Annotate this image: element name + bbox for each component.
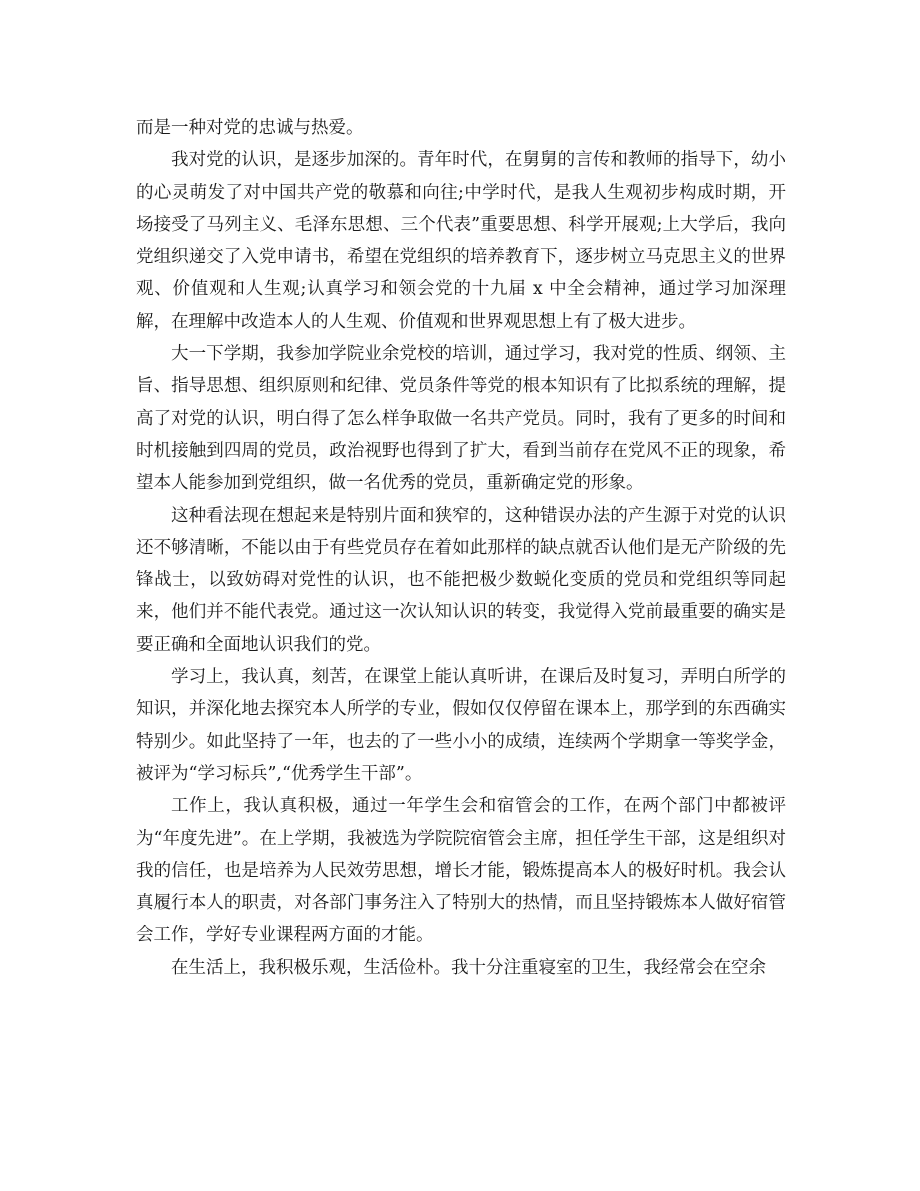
document-body [136, 112, 786, 984]
paragraph-life: 在生活上，我积极乐观，生活俭朴。我十分注重寝室的卫生，我经常会在空余 [171, 957, 766, 978]
paragraph-study: 学习上，我认真，刻苦，在课堂上能认真听讲，在课后及时复习，弄明白所学的知识，并深化地去探究本人所学的专业，假如仅仅停留在课本上，那学到的东西确实特别少。如此坚持了一年，也去的了一些小小的成绩，连续两个学期拿一等奖学金，被评为“学习标兵”,“优秀学生干部”。 [136, 667, 786, 784]
paragraph-reflection: 这种看法现在想起来是特别片面和狭窄的，这种错误办法的产生源于对党的认识还不够清晰，不能以由于有些党员存在着如此那样的缺点就否认他们是无产阶级的先锋战士，以致妨碍对党性的认识，也不能把极少数蜕化变质的党员和党组织等同起来，他们并不能代表党。通过这一次认知认识的转变，我觉得入党前最重要的确实是要正确和全面地认识我们的党。 [136, 505, 786, 655]
paragraph-continuation: 而是一种对党的忠诚与热爱。 [136, 118, 364, 138]
paragraph-work: 工作上，我认真积极，通过一年学生会和宿管会的工作，在两个部门中都被评为“年度先进”。在上学期，我被选为学院院宿管会主席，担任学生干部，这是组织对我的信任，也是培养为人民效劳思想，增长才能，锻炼提高本人的极好时机。我会认真履行本人的职责，对各部门事务注入了特别大的热情，而且坚持锻炼本人做好宿管会工作，学好专业课程两方面的才能。 [136, 796, 786, 946]
paragraph-party-understanding: 我对党的认识，是逐步加深的。青年时代，在舅舅的言传和教师的指导下，幼小的心灵萌发了对中国共产党的敬慕和向往;中学时代，是我人生观初步构成时期，开场接受了马列主义、毛泽东思想、三个代表”重要思想、科学开展观;上大学后，我向党组织递交了入党申请书，希望在党组织的培养教育下，逐步树立马克思主义的世界观、价值观和人生观;认真学习和领会党的十九届 x 中全会精神，通过学习加深理解，在理解中改造本人的人生观、价值观和世界观思想上有了极大进步。 [136, 150, 786, 332]
paragraph-party-school: 大一下学期，我参加学院业余党校的培训，通过学习，我对党的性质、纲领、主旨、指导思想、组织原则和纪律、党员条件等党的根本知识有了比拟系统的理解，提高了对党的认识，明白得了怎么样争取做一名共产党员。同时，我有了更多的时间和时机接触到四周的党员，政治视野也得到了扩大，看到当前存在党风不正的现象，希望本人能参加到党组织，做一名优秀的党员，重新确定党的形象。 [136, 344, 786, 494]
